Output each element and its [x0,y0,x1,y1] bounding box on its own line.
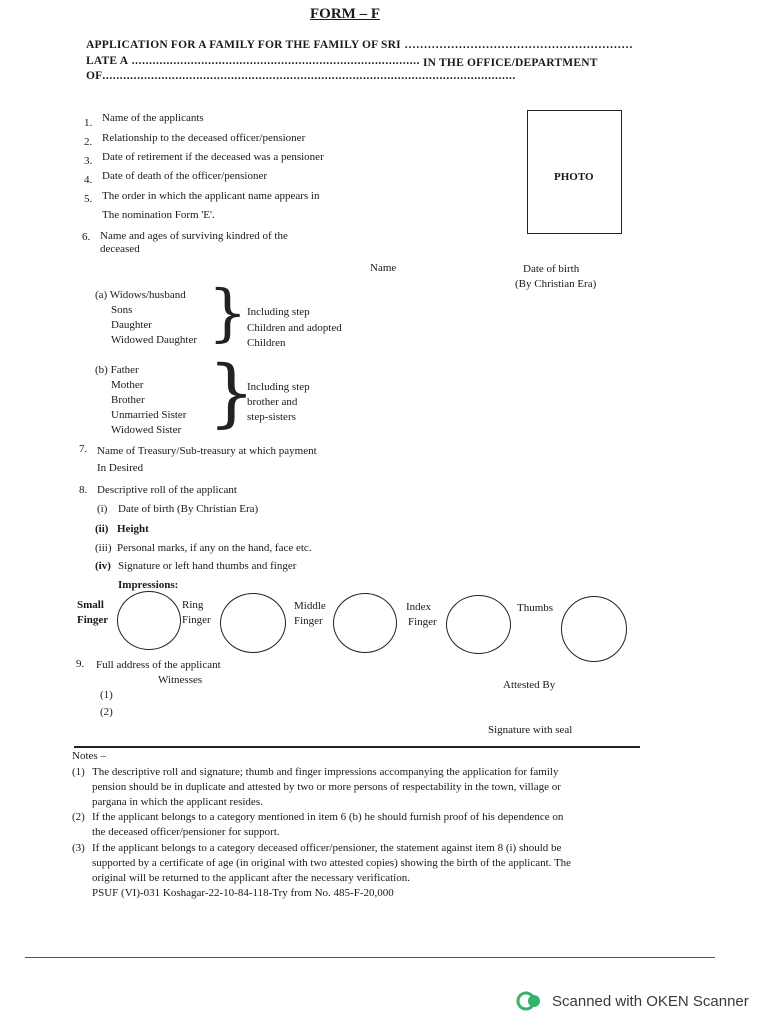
item-4-text: Date of death of the officer/pensioner [102,170,268,182]
item-3-num: 3. [84,155,93,167]
note-2-num: (2) [72,811,85,823]
witness-2: (2) [100,706,113,718]
header-line-2: LATE A ................................................................................... [86,55,421,67]
note-2-line-2: the deceased officer/pensioner for support. [92,826,280,838]
roll-3-text: Personal marks, if any on the hand, face etc. [117,542,312,554]
roll-4-text: Signature or left hand thumbs and finger [118,560,297,572]
group-a-brace: } [208,276,248,349]
group-a-line-3: Daughter [111,319,152,331]
item-5-text-cont: The nomination Form 'E'. [102,209,215,221]
header-line-3-text: OF [86,70,103,82]
item-1-text: Name of the applicants [102,112,204,124]
header-line-3: OF....................................................................................................................... [86,70,516,82]
thumbs-label: Thumbs [517,602,554,614]
middle-finger-impression-circle [333,593,397,653]
notes-heading: Notes – [72,750,106,762]
roll-4-num: (iv) [95,560,111,572]
index-finger-label-1: Index [406,601,432,613]
group-b-line-2: Mother [111,379,144,391]
note-1-line-1: The descriptive roll and signature; thumb and finger impressions accompanying the application for family [92,766,559,778]
item-6-num: 6. [82,231,91,243]
group-a-line-2: Sons [111,304,133,316]
note-2-line-1: If the applicant belongs to a category mentioned in item 6 (b) he should furnish proof of his dependence on [92,811,564,823]
form-title: FORM – F [310,6,380,22]
index-finger-label-2: Finger [408,616,437,628]
note-1-num: (1) [72,766,85,778]
ring-finger-label-1: Ring [182,599,204,611]
note-3-line-1: If the applicant belongs to a category deceased officer/pensioner, the statement against item 8 (i) should be [92,842,562,854]
ring-finger-label-2: Finger [182,614,211,626]
kindred-col-name: Name [370,262,397,274]
middle-finger-label-1: Middle [294,600,326,612]
small-finger-impression-circle [117,591,181,650]
thumbs-impression-circle [561,596,627,662]
item-5-text: The order in which the applicant name appears in [102,190,320,202]
roll-1-num: (i) [97,503,108,515]
small-finger-label-1: Small [77,599,104,611]
attested-by-label: Attested By [503,679,556,691]
impressions-label: Impressions: [118,579,179,591]
note-3-line-3: original will be returned to the applicant after the necessary verification. [92,872,410,884]
note-3-line-2: supported by a certificate of age (in original with two attested copies) showing the birth of the applicant. The [92,857,572,869]
group-b-note-1: Including step [247,381,310,393]
header-line-2-right: IN THE OFFICE/DEPARTMENT [423,57,598,69]
note-1-line-2: pension should be in duplicate and attested by two or more persons of respectability in the town, village or [92,781,561,793]
roll-1-text: Date of birth (By Christian Era) [118,503,259,515]
header-line-2-left: LATE A [86,55,129,67]
oken-logo-icon [516,990,544,1012]
group-a-line-4: Widowed Daughter [111,334,198,346]
index-finger-impression-circle [446,595,511,654]
item-2-text: Relationship to the deceased officer/pensioner [102,132,306,144]
item-8-text: Descriptive roll of the applicant [97,484,237,496]
item-9-text: Full address of the applicant [96,659,221,671]
witness-1: (1) [100,689,113,701]
item-6-text-cont: deceased [100,243,140,255]
roll-2-text: Height [117,523,149,535]
photo-label: PHOTO [554,171,594,183]
scanner-watermark [516,990,749,1012]
kindred-col-dob-era: (By Christian Era) [515,278,597,290]
small-finger-label-2: Finger [77,614,109,626]
header-line-1-text: APPLICATION FOR A FAMILY FOR THE FAMILY OF SRI [86,39,401,51]
item-8-num: 8. [79,484,88,496]
group-b-note-3: step-sisters [247,411,296,423]
item-5-num: 5. [84,193,93,205]
item-6-text: Name and ages of surviving kindred of the [100,230,288,242]
item-3-text: Date of retirement if the deceased was a pensioner [102,151,324,163]
item-4-num: 4. [84,174,93,186]
notes-divider [74,746,640,748]
scanner-watermark-text: Scanned with OKEN Scanner [552,992,749,1010]
item-7-num: 7. [79,443,88,455]
item-9-num: 9. [76,658,85,670]
kindred-col-dob: Date of birth [523,263,580,275]
group-b-line-1: (b) Father [95,364,139,376]
middle-finger-label-2: Finger [294,615,323,627]
signature-with-seal-label: Signature with seal [488,724,573,736]
group-b-note-2: brother and [247,396,298,408]
group-a-line-1: (a) Widows/husband [95,289,186,301]
print-line: PSUF (VI)-031 Koshagar-22-10-84-118-Try from No. 485-F-20,000 [92,887,394,899]
roll-3-num: (iii) [95,542,112,554]
group-a-note-3: Children [247,337,286,349]
page-bottom-rule [25,957,715,958]
item-7-text: Name of Treasury/Sub-treasury at which payment [97,445,317,457]
item-1-num: 1. [84,117,93,129]
note-1-line-3: pargana in which the applicant resides. [92,796,263,808]
witnesses-label: Witnesses [158,674,203,686]
group-b-line-3: Brother [111,394,145,406]
group-b-line-5: Widowed Sister [111,424,182,436]
item-2-num: 2. [84,136,93,148]
ring-finger-impression-circle [220,593,286,653]
group-a-note-1: Including step [247,306,310,318]
group-a-note-2: Children and adopted [247,322,342,334]
group-b-line-4: Unmarried Sister [111,409,187,421]
group-b-brace: } [208,350,256,436]
roll-2-num: (ii) [95,523,109,535]
item-7-text-cont: In Desired [97,462,144,474]
header-line-1: APPLICATION FOR A FAMILY FOR THE FAMILY OF SRI ........................................................... [86,39,634,51]
note-3-num: (3) [72,842,85,854]
